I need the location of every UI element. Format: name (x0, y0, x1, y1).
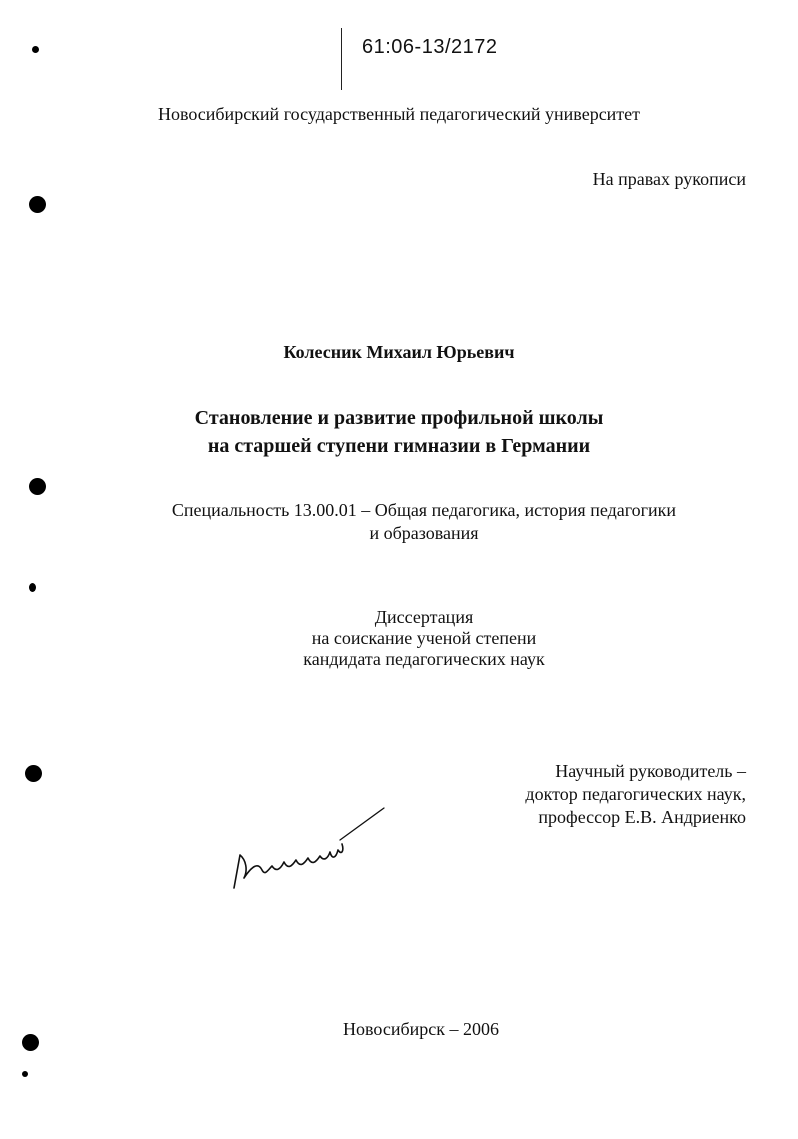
advisor-line-2: доктор педагогических наук, (525, 784, 746, 804)
dissertation-title (0, 404, 798, 460)
specialty (0, 499, 798, 545)
advisor-line-3: профессор Е.В. Андриенко (538, 807, 746, 827)
archive-number: 61:06-13/2172 (362, 36, 498, 58)
manuscript-note: На правах рукописи (592, 169, 746, 189)
author-name: Колесник Михаил Юрьевич (283, 342, 515, 362)
scientific-advisor (525, 760, 746, 829)
punch-hole-mark (29, 196, 46, 213)
punch-hole-mark (29, 478, 46, 495)
punch-hole-mark (32, 46, 39, 53)
dissertation-line-1: Диссертация (374, 607, 474, 627)
dissertation-type (0, 607, 798, 670)
punch-hole-mark (29, 583, 36, 592)
author-signature (232, 800, 392, 895)
city-year: Новосибирск – 2006 (343, 1019, 499, 1039)
advisor-line-1: Научный руководитель – (555, 761, 746, 781)
punch-hole-mark (22, 1034, 39, 1051)
archive-stamp-line (341, 28, 342, 90)
punch-hole-mark (25, 765, 42, 782)
specialty-line-2: и образования (369, 523, 479, 543)
university-name: Новосибирский государственный педагогический университет (157, 104, 641, 124)
dissertation-line-3: кандидата педагогических наук (303, 649, 545, 669)
specialty-line-1: Специальность 13.00.01 – Общая педагогика, история педагогики (171, 500, 677, 520)
title-line-2: на старшей ступени гимназии в Германии (207, 435, 591, 457)
dissertation-line-2: на соискание ученой степени (311, 628, 537, 648)
punch-hole-mark (22, 1071, 28, 1077)
title-line-1: Становление и развитие профильной школы (194, 407, 604, 429)
